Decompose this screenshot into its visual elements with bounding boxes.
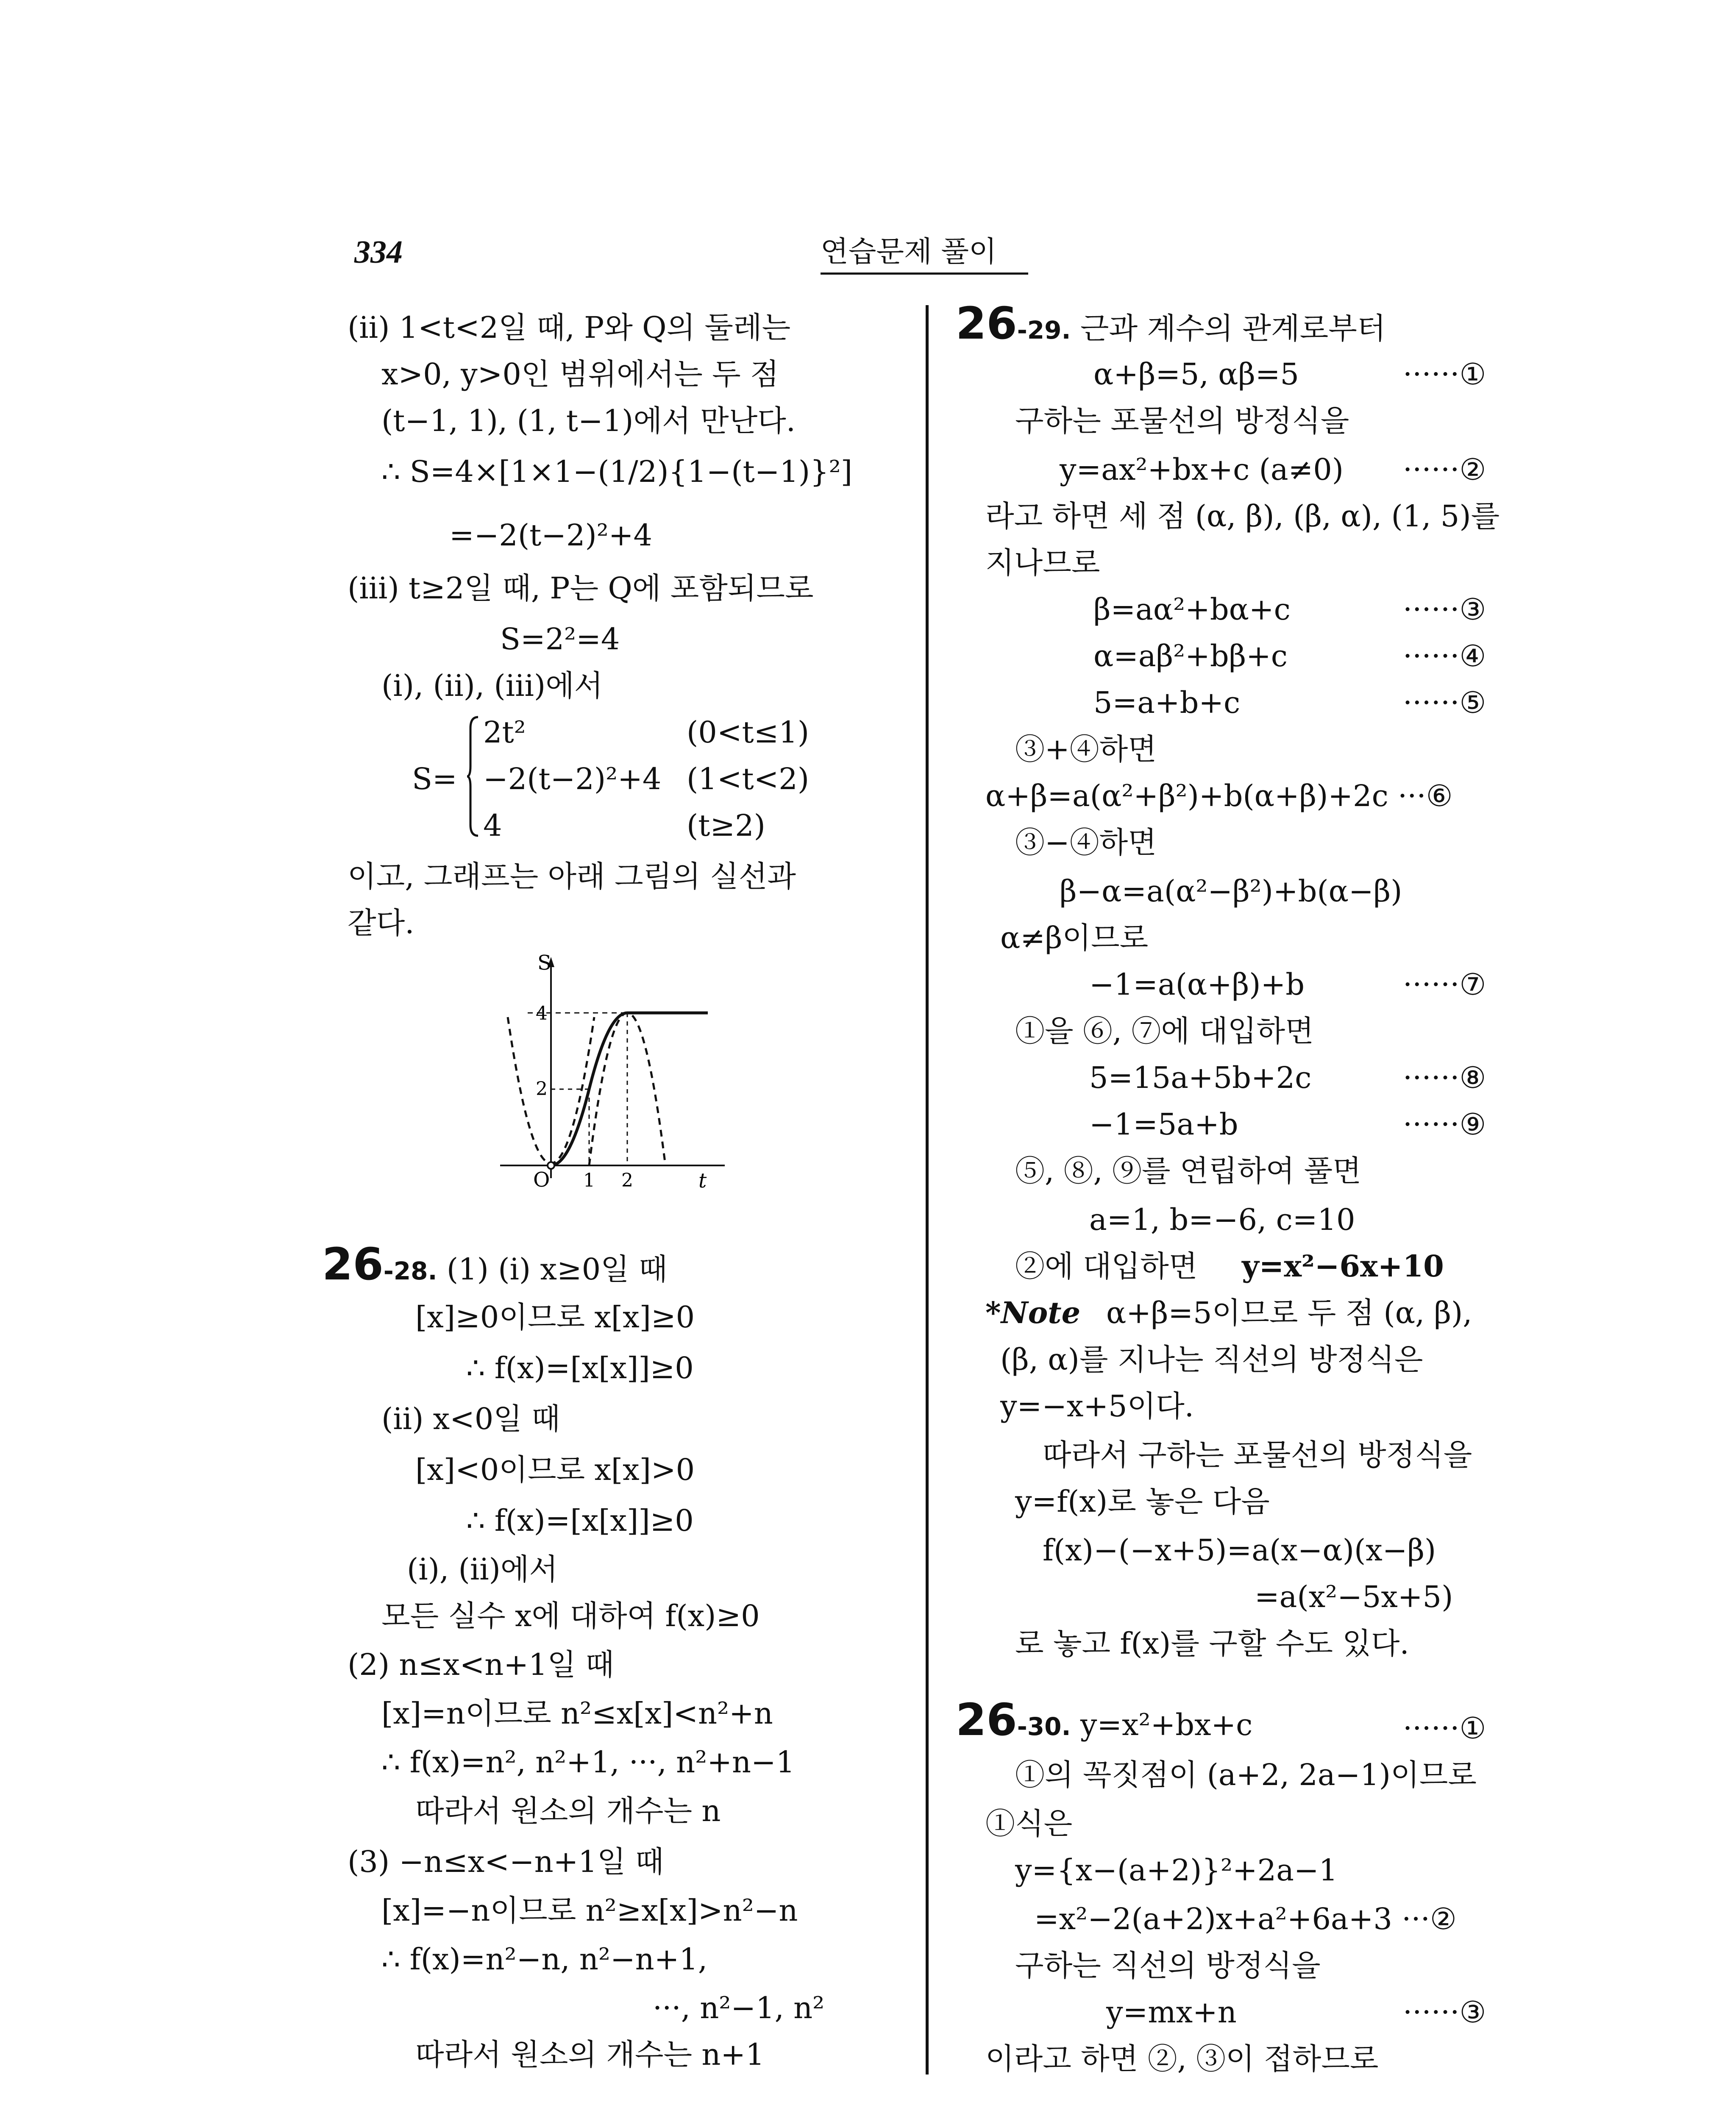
- text-line: ∴ f(x)=n², n²+1, ···, n²+n−1: [381, 1745, 795, 1780]
- equation-tag: ······①: [1403, 357, 1486, 392]
- text-line: 라고 하면 세 점 (α, β), (β, α), (1, 5)를: [985, 499, 1500, 534]
- equation-tag: ······⑦: [1403, 967, 1486, 1002]
- equation: 5=15a+5b+2c: [1089, 1060, 1312, 1095]
- text-line: ∴ f(x)=[x[x]]≥0: [466, 1503, 694, 1538]
- problem-heading-26-29: [956, 298, 1386, 350]
- x-axis-label: t: [698, 1169, 707, 1193]
- text-line: (t−1, 1), (1, t−1)에서 만난다.: [381, 403, 796, 438]
- text-line: α≠β이므로: [1000, 920, 1149, 955]
- text-line: y=f(x)로 놓은 다음: [1015, 1484, 1270, 1519]
- text-line: 모든 실수 x에 대하여 f(x)≥0: [381, 1599, 760, 1633]
- equation: =x²−2(a+2)x+a²+6a+3 ···②: [1034, 1902, 1457, 1936]
- equation: =a(x²−5x+5): [1255, 1580, 1453, 1614]
- piece-expr: 4: [483, 808, 502, 843]
- text-line: (ⅰ), (ⅱ), (ⅲ)에서: [381, 668, 603, 703]
- piece-expr: 2t²: [483, 715, 526, 750]
- problem-number: 26: [956, 298, 1017, 349]
- answer: y=x²−6x+10: [1242, 1249, 1444, 1284]
- text-line: 구하는 직선의 방정식을: [1015, 1948, 1321, 1983]
- text-line: 로 놓고 f(x)를 구할 수도 있다.: [1015, 1626, 1409, 1661]
- text-line: ①의 꼭짓점이 (a+2, 2a−1)이므로: [1015, 1757, 1477, 1792]
- text-line: ①식은: [985, 1806, 1073, 1841]
- equation: α+β=5, αβ=5: [1093, 357, 1299, 392]
- equation: f(x)−(−x+5)=a(x−α)(x−β): [1043, 1533, 1436, 1568]
- equation-tag: ······④: [1403, 639, 1486, 673]
- page-number: 334: [354, 234, 403, 270]
- equation: 5=a+b+c: [1093, 685, 1241, 720]
- solid-curve: [551, 1013, 708, 1165]
- text-line: [x]≥0이므로 x[x]≥0: [415, 1300, 695, 1335]
- text-line: (ⅱ) x<0일 때: [381, 1402, 560, 1436]
- equation-tag: ······②: [1403, 452, 1486, 487]
- equation: −1=5a+b: [1089, 1107, 1238, 1142]
- y-tick-label: 2: [536, 1078, 548, 1100]
- text-line: 구하는 포물선의 방정식을: [1015, 403, 1349, 438]
- text-line: ∴ S=4×[1×1−(1/2){1−(t−1)}²]: [381, 454, 853, 489]
- equation-tag: ······③: [1403, 592, 1486, 627]
- text-line: S=2²=4: [500, 622, 620, 656]
- equation-tag: ······①: [1403, 1711, 1486, 1746]
- piece-condition: (1<t<2): [687, 762, 810, 796]
- text-line: 따라서 구하는 포물선의 방정식을: [1043, 1438, 1472, 1472]
- equation-tag: ······⑤: [1403, 685, 1486, 720]
- equation: a=1, b=−6, c=10: [1089, 1202, 1355, 1237]
- text-line: 지나므로: [985, 545, 1100, 580]
- equation: y=ax²+bx+c (a≠0): [1060, 452, 1344, 487]
- text-line: (ⅱ) 1<t<2일 때, P와 Q의 둘레는: [348, 310, 791, 345]
- piece-condition: (t≥2): [687, 808, 765, 843]
- equation: β−α=a(α²−β²)+b(α−β): [1060, 874, 1402, 909]
- text-line: 근과 계수의 관계로부터: [1080, 311, 1386, 346]
- text-line: 같다.: [348, 906, 415, 940]
- text-line: =−2(t−2)²+4: [449, 518, 653, 553]
- text-line: (ⅲ) t≥2일 때, P는 Q에 포함되므로: [348, 571, 814, 606]
- note-label: *Note: [985, 1295, 1081, 1330]
- left-brace: [466, 715, 479, 837]
- text-line: y=−x+5이다.: [1000, 1389, 1194, 1424]
- piece-expr: −2(t−2)²+4: [483, 762, 662, 796]
- text-line: [x]<0이므로 x[x]>0: [415, 1452, 695, 1487]
- text-line: 이라고 하면 ②, ③이 접하므로: [985, 2041, 1379, 2076]
- problem-suffix: -30.: [1017, 1712, 1071, 1741]
- text-line: 따라서 원소의 개수는 n+1: [415, 2037, 765, 2072]
- text-line: ⑤, ⑧, ⑨를 연립하여 풀면: [1015, 1154, 1361, 1188]
- text-line: (1) (ⅰ) x≥0일 때: [446, 1252, 668, 1287]
- x-tick-label: 2: [621, 1170, 633, 1191]
- text-line: (ⅰ), (ⅱ)에서: [407, 1552, 558, 1587]
- problem-suffix: -28.: [383, 1257, 437, 1285]
- problem-number: 26: [956, 1694, 1017, 1746]
- problem-number: 26: [322, 1238, 384, 1290]
- equation: α+β=a(α²+β²)+b(α+β)+2c ···⑥: [985, 779, 1453, 813]
- text-line: 따라서 원소의 개수는 n: [415, 1794, 721, 1828]
- piece-condition: (0<t≤1): [687, 715, 810, 750]
- y-axis-label: S: [537, 951, 551, 975]
- title-underline: [821, 273, 1028, 275]
- text-line: [x]=−n이므로 n²≥x[x]>n²−n: [381, 1893, 798, 1928]
- equation: β=aα²+bα+c: [1093, 592, 1291, 627]
- x-tick-label: 1: [583, 1170, 595, 1191]
- text-line: ∴ f(x)=n²−n, n²−n+1,: [381, 1942, 708, 1977]
- text-line: [x]=n이므로 n²≤x[x]<n²+n: [381, 1696, 773, 1731]
- equation: y=x²+bx+c: [1080, 1707, 1253, 1742]
- equation: α=aβ²+bβ+c: [1093, 639, 1288, 673]
- text-line: ③−④하면: [1015, 825, 1157, 860]
- equation-tag: ······⑨: [1403, 1107, 1486, 1142]
- text-line: ①을 ⑥, ⑦에 대입하면: [1015, 1014, 1314, 1048]
- text-line: ③+④하면: [1015, 732, 1157, 767]
- piece-lhs: S=: [412, 762, 457, 796]
- text-line: x>0, y>0인 범위에서는 두 점: [381, 357, 779, 392]
- problem-suffix: -29.: [1017, 316, 1071, 345]
- equation: y={x−(a+2)}²+2a−1: [1015, 1853, 1338, 1888]
- problem-heading-26-30: [956, 1694, 1253, 1747]
- text-line: α+β=5이므로 두 점 (α, β),: [1106, 1296, 1472, 1330]
- column-divider: [926, 305, 929, 2075]
- text-line: 이고, 그래프는 아래 그림의 실선과: [348, 859, 796, 894]
- page-title: 연습문제 풀이: [821, 235, 997, 269]
- text-line: (β, α)를 지나는 직선의 방정식은: [1000, 1342, 1423, 1377]
- origin-label: O: [533, 1168, 550, 1192]
- text-line: ···, n²−1, n²: [653, 1991, 825, 2025]
- text-line: (2) n≤x<n+1일 때: [348, 1647, 615, 1682]
- problem-heading-26-28: [322, 1238, 668, 1291]
- equation: −1=a(α+β)+b: [1089, 967, 1305, 1002]
- equation-tag: ······③: [1403, 1995, 1486, 2030]
- equation: y=mx+n: [1106, 1995, 1237, 2030]
- equation-tag: ······⑧: [1403, 1060, 1486, 1095]
- text-line: ∴ f(x)=[x[x]]≥0: [466, 1351, 694, 1385]
- text-line: ②에 대입하면: [1015, 1249, 1198, 1284]
- graph-figure: [496, 945, 733, 1216]
- y-tick-label: 4: [536, 1003, 548, 1024]
- text-line: (3) −n≤x<−n+1일 때: [348, 1844, 664, 1879]
